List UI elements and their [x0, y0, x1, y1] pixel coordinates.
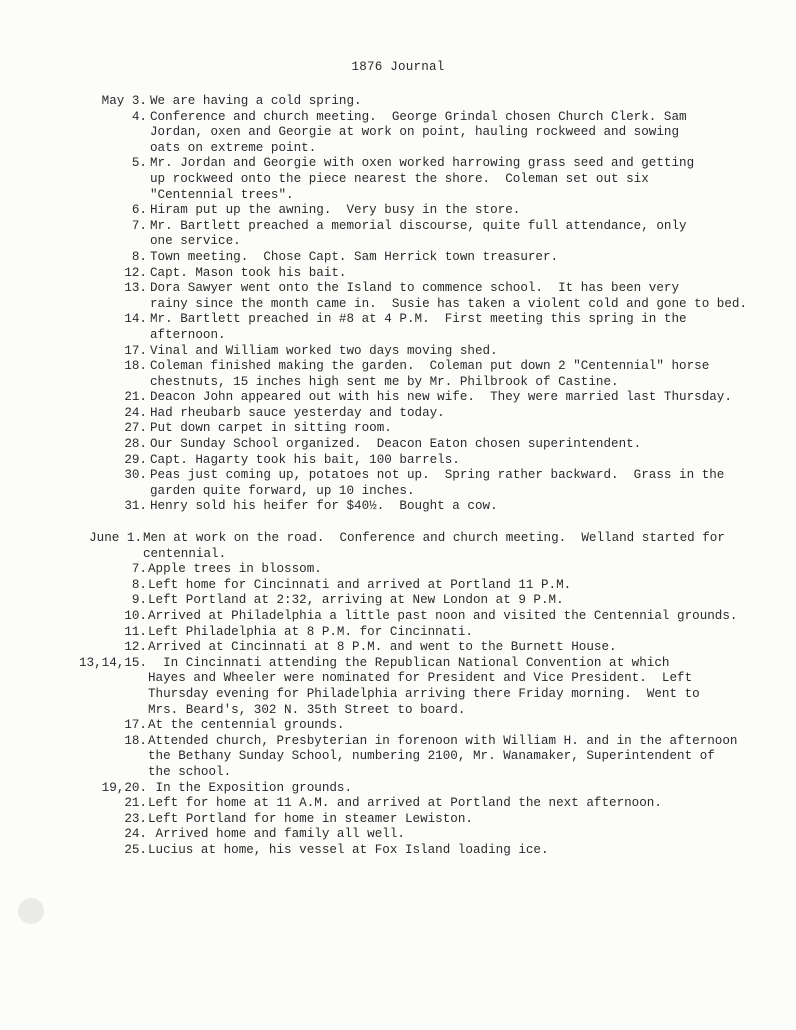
entry-date: 8. — [131, 577, 147, 592]
entry-date: 25. — [124, 842, 147, 857]
journal-entry — [0, 110, 796, 157]
entry-date: 28. — [124, 437, 147, 452]
entry-date: 7. — [131, 218, 147, 233]
entry-text: Mr. Jordan and Georgie with oxen worked harrowing grass seed and getting up rockweed onto the piece nearest the shore. Coleman set out six "Centennial trees". — [150, 156, 695, 202]
entry-date: 13. — [124, 281, 147, 296]
entry-date: 7. — [131, 562, 147, 577]
entry-text: Mr. Bartlett preached a memorial discourse, quite full attendance, only one service. — [150, 218, 687, 249]
entry-text: Capt. Mason took his bait. — [150, 265, 347, 280]
entry-text: Deacon John appeared out with his new wife. They were married last Thursday. — [150, 390, 732, 405]
entry-text: Henry sold his heifer for $40½. Bought a cow. — [150, 499, 498, 514]
entry-date: 30. — [124, 468, 147, 483]
entry-date: 10. — [124, 608, 147, 623]
journal-entry — [0, 718, 796, 734]
journal-entry — [0, 344, 796, 360]
entry-date: 12. — [124, 640, 147, 655]
entry-text: Dora Sawyer went onto the Island to commence school. It has been very rainy since the month came in. Susie has taken a violent cold and gone to bed. — [150, 281, 748, 311]
journal-entry — [0, 203, 796, 219]
journal-entry — [0, 499, 796, 515]
journal-entry — [0, 640, 796, 656]
entry-text: Left Philadelphia at 8 P.M. for Cincinnati. — [148, 624, 473, 639]
journal-entry — [0, 593, 796, 609]
entry-date: 6. — [131, 203, 147, 218]
entry-text: Left for home at 11 A.M. and arrived at Portland the next afternoon. — [148, 796, 662, 811]
entry-text: We are having a cold spring. — [150, 94, 362, 108]
entry-text: In Cincinnati attending the Republican National Convention at which Hayes and Wheeler were nominated for President and Vice President. Left Thursday evening for Philadelphia arriving there Friday morning. Went to Mrs. Beard's, 302 N. 35th Street to board. — [148, 655, 700, 717]
entry-date: 13,14,15. — [78, 655, 147, 670]
entry-text: Arrived at Philadelphia a little past noon and visited the Centennial grounds. — [148, 608, 738, 623]
journal-entry — [0, 359, 796, 390]
journal-entry — [0, 781, 796, 797]
journal-entry — [0, 656, 796, 718]
journal-entry — [0, 406, 796, 422]
journal-entry — [0, 266, 796, 282]
entry-text: Coleman finished making the garden. Coleman put down 2 "Centennial" horse chestnuts, 15 inches high sent me by Mr. Philbrook of Castine. — [150, 359, 710, 389]
entry-date: 18. — [124, 359, 147, 374]
entry-text: Had rheubarb sauce yesterday and today. — [150, 405, 445, 420]
entry-date: 21. — [124, 390, 147, 405]
entry-date: 19,20. — [101, 780, 147, 795]
entry-date: 24. — [124, 827, 147, 842]
journal-entry — [0, 250, 796, 266]
journal-entry — [0, 531, 796, 562]
entry-date: 29. — [124, 452, 147, 467]
journal-entry — [0, 219, 796, 250]
page-title: 1876 Journal — [351, 60, 445, 74]
journal-entry — [0, 390, 796, 406]
entry-text: Men at work on the road. Conference and church meeting. Welland started for centennial. — [143, 531, 725, 561]
journal-entry — [0, 812, 796, 828]
journal-entry — [0, 843, 796, 859]
entry-text: Capt. Hagarty took his bait, 100 barrels. — [150, 452, 460, 467]
entry-text: Peas just coming up, potatoes not up. Spring rather backward. Grass in the garden quite forward, up 10 inches. — [150, 468, 725, 498]
journal-entry — [0, 437, 796, 453]
entry-date: 18. — [124, 733, 147, 748]
journal-entry — [0, 94, 796, 110]
journal-entry — [0, 625, 796, 641]
journal-entry — [0, 796, 796, 812]
entry-date: 11. — [124, 624, 147, 639]
entry-text: Lucius at home, his vessel at Fox Island loading ice. — [148, 842, 549, 857]
entry-text: Vinal and William worked two days moving shed. — [150, 343, 498, 358]
entry-date: 9. — [131, 593, 147, 608]
entry-date: 21. — [124, 796, 147, 811]
entry-date: 5. — [131, 156, 147, 171]
entry-date: 17. — [124, 718, 147, 733]
journal-entry — [0, 312, 796, 343]
entry-text: Arrived at Cincinnati at 8 P.M. and went to the Burnett House. — [148, 640, 617, 655]
entry-text: Put down carpet in sitting room. — [150, 421, 392, 436]
entry-text: Left home for Cincinnati and arrived at Portland 11 P.M. — [148, 577, 572, 592]
entry-text: At the centennial grounds. — [148, 718, 345, 733]
entry-text: Left Portland at 2:32, arriving at New London at 9 P.M. — [148, 593, 564, 608]
entry-text: Mr. Bartlett preached in #8 at 4 P.M. First meeting this spring in the afternoon. — [150, 312, 687, 342]
entry-text: Conference and church meeting. George Grindal chosen Church Clerk. Sam Jordan, oxen and Georgie at work on point, hauling rockweed and sowing oats on extreme point. — [150, 109, 687, 155]
entry-date: 17. — [124, 343, 147, 358]
entry-text: Our Sunday School organized. Deacon Eaton chosen superintendent. — [150, 437, 642, 452]
journal-entry — [0, 281, 796, 312]
entry-date: 4. — [131, 109, 147, 124]
entry-text: Apple trees in blossom. — [148, 562, 322, 577]
entry-text: Town meeting. Chose Capt. Sam Herrick town treasurer. — [150, 249, 559, 264]
journal-entry — [0, 421, 796, 437]
entry-date: 12. — [124, 265, 147, 280]
journal-entry — [0, 468, 796, 499]
entry-date: 23. — [124, 811, 147, 826]
entry-date: May 3. — [101, 94, 147, 108]
may-entries — [0, 94, 796, 515]
entry-text: Hiram put up the awning. Very busy in the store. — [150, 203, 521, 218]
journal-entry — [0, 827, 796, 843]
journal-entry — [0, 453, 796, 469]
entry-date: 24. — [124, 405, 147, 420]
entry-text: In the Exposition grounds. — [148, 780, 353, 795]
entry-date: 27. — [124, 421, 147, 436]
journal-entry — [0, 609, 796, 625]
journal-entry — [0, 734, 796, 781]
journal-entry — [0, 578, 796, 594]
entry-text: Attended church, Presbyterian in forenoon with William H. and in the afternoon the Bethany Sunday School, numbering 2100, Mr. Wanamaker, Superintendent of the school. — [148, 733, 738, 779]
entry-date: June 1. — [89, 531, 142, 545]
entry-text: Arrived home and family all well. — [148, 827, 405, 842]
entry-date: 31. — [124, 499, 147, 514]
entry-date: 8. — [131, 249, 147, 264]
entry-text: Left Portland for home in steamer Lewiston. — [148, 811, 473, 826]
paper-mark — [18, 898, 44, 924]
entry-date: 14. — [124, 312, 147, 327]
june-entries — [0, 531, 796, 858]
journal-entry — [0, 562, 796, 578]
journal-entry — [0, 156, 796, 203]
